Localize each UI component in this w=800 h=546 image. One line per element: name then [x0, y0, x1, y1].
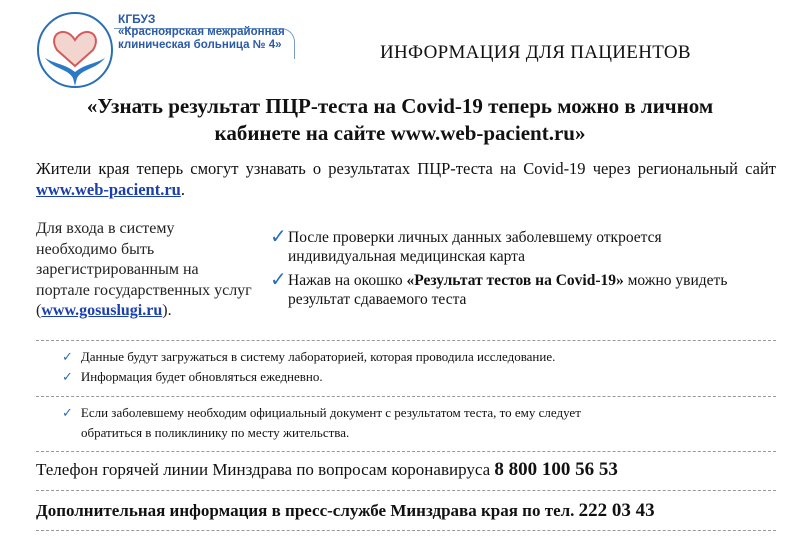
web-pacient-link[interactable]: www.web-pacient.ru — [36, 180, 181, 199]
check-item — [270, 228, 770, 266]
intro-paragraph — [36, 158, 776, 200]
note-item — [62, 403, 581, 423]
intro-text: Жители края теперь смогут узнавать о результатах ПЦР-теста на Covid-19 через региональный сайт — [36, 159, 776, 178]
org-abbr: КГБУЗ — [118, 12, 156, 26]
note-text: Информация будет обновляться ежедневно. — [80, 369, 323, 384]
page-title — [30, 93, 770, 147]
org-name-line: клиническая больница № 4» — [118, 39, 282, 51]
intro-end: . — [180, 180, 185, 199]
title-line: кабинете на сайте www.web-pacient.ru» — [214, 121, 586, 145]
divider — [36, 451, 776, 452]
press-service — [36, 500, 655, 522]
org-name-line: «Красноярская межрайонная — [118, 26, 285, 38]
press-text: Дополнительная информация в пресс-службе Минздрава края по тел. — [36, 501, 579, 520]
check-list — [270, 228, 770, 314]
info-heading: ИНФОРМАЦИЯ ДЛЯ ПАЦИЕНТОВ — [380, 42, 691, 63]
check-text-bold: «Результат тестов на Covid-19» — [406, 272, 624, 289]
note-text: обратиться в поликлинику по месту жительства. — [81, 425, 350, 440]
press-phone: 222 03 43 — [578, 500, 655, 521]
organization-name — [118, 13, 285, 52]
note-text: Если заболевшему необходим официальный документ с результатом теста, то ему следует — [80, 405, 581, 420]
check-icon: ✓ — [62, 405, 73, 420]
check-icon: ✓ — [62, 369, 73, 384]
gosuslugi-link[interactable]: www.gosuslugi.ru — [41, 302, 163, 319]
hotline — [36, 459, 618, 481]
hospital-logo — [35, 10, 115, 90]
divider — [36, 340, 776, 341]
hotline-text: Телефон горячей линии Минздрава по вопросам коронавируса — [36, 460, 495, 479]
check-text: После проверки личных данных заболевшему откроется индивидуальная медицинская карта — [288, 229, 662, 265]
note-text: Данные будут загружаться в систему лабораторией, которая проводила исследование. — [80, 349, 556, 364]
note-item — [62, 347, 555, 367]
check-icon: ✓ — [62, 349, 73, 364]
check-text-post: можно увидеть результат сдаваемого теста — [288, 272, 728, 308]
check-text-pre: Нажав на окошко — [288, 272, 407, 289]
check-text — [288, 271, 770, 309]
check-icon: ✓ — [270, 269, 287, 291]
check-item — [270, 271, 770, 309]
title-line: «Узнать результат ПЦР-теста на Covid-19 теперь можно в личном — [86, 94, 714, 118]
divider — [36, 490, 776, 491]
hotline-phone: 8 800 100 56 53 — [494, 459, 618, 480]
divider — [36, 396, 776, 397]
check-icon: ✓ — [270, 226, 287, 248]
notes-list — [62, 347, 555, 387]
divider — [36, 530, 776, 531]
login-note-text: Для входа в систему необходимо быть зарегистрированным на портале государственных услуг ( — [36, 220, 252, 319]
note-item — [62, 367, 555, 387]
document-note — [62, 403, 581, 443]
login-note — [36, 219, 256, 322]
login-note-end: ). — [162, 302, 172, 319]
